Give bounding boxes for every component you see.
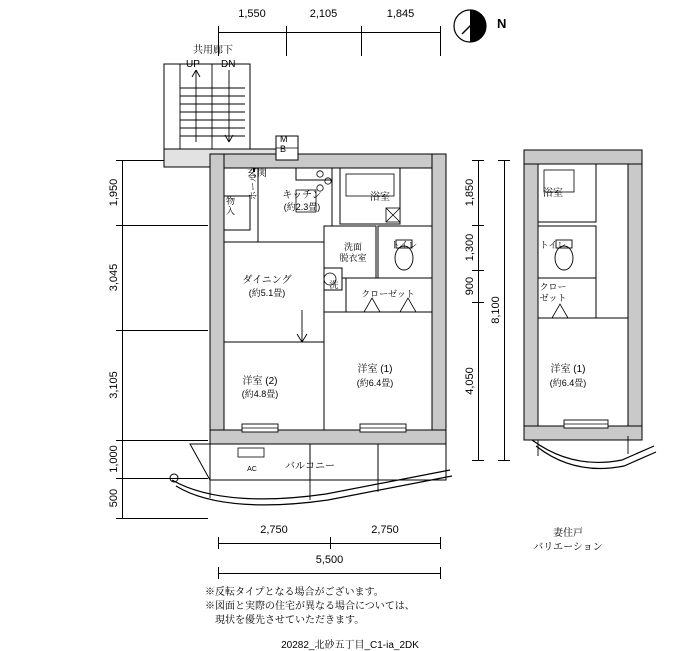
label-storage-2: 入: [226, 206, 236, 216]
label-kitchen: キッチン: [282, 190, 322, 201]
right-dim-3: 900: [464, 276, 476, 296]
right-dim-4: 4,050: [464, 367, 476, 395]
top-tick-3: [361, 26, 362, 38]
top-dim-2: 2,105: [309, 8, 338, 20]
label-closet: クローゼット: [361, 289, 415, 299]
label-storage-1: 物: [226, 196, 236, 206]
label-dining: ダイニング: [242, 275, 292, 286]
label-hall: ホール: [248, 173, 258, 200]
rdi-tick-5: [472, 460, 484, 461]
label-washroom-1: 洗面: [343, 242, 362, 252]
right-dim-line-outer: [504, 160, 505, 460]
bottom-dim-2: 2,750: [371, 524, 399, 536]
label-room1: 洋室 (1): [357, 364, 393, 375]
variation-label-bath: 浴室: [543, 188, 563, 199]
left-dim-3: 3,105: [108, 371, 120, 399]
label-up: UP: [186, 59, 200, 70]
compass-north-label: N: [497, 16, 507, 31]
right-dim-total: 8,100: [490, 296, 502, 324]
left-dim-2: 3,045: [108, 263, 120, 292]
variation-label-toilet: トイレ: [539, 240, 567, 250]
bottom-dim-1: 2,750: [260, 524, 288, 536]
label-mb-b: B: [280, 144, 287, 154]
label-room2: 洋室 (2): [242, 376, 278, 387]
bd2-tick-2: [440, 567, 441, 579]
left-dim-line: [122, 160, 123, 518]
note-line-3: 現状を優先させていただきます。: [205, 615, 365, 626]
label-dn: DN: [221, 59, 236, 70]
bottom-dim-total: 5,500: [315, 554, 344, 566]
label-toilet: トイレ: [390, 240, 418, 250]
right-dim-2: 1,300: [464, 233, 476, 262]
variation-label-closet-1: クロー: [539, 282, 567, 292]
label-entrance: 玄関: [247, 168, 267, 179]
top-dim-3: 1,845: [386, 8, 415, 20]
label-washroom-2: 脱衣室: [339, 253, 367, 263]
top-tick-1: [218, 26, 219, 38]
variation-label-closet-2: ゼット: [539, 293, 567, 303]
label-washer: 洗: [329, 280, 339, 290]
left-dim-1: 1,950: [108, 178, 120, 207]
variation-label-room1-size: (約6.4畳): [549, 378, 587, 388]
drawing-code: 20282_北砂五丁目_C1-ia_2DK: [281, 640, 419, 651]
top-dim-1: 1,550: [238, 8, 266, 20]
rdo-tick-2: [498, 460, 510, 461]
bottom-dim-line-2: [218, 573, 441, 574]
bd2-tick-1: [218, 567, 219, 579]
top-tick-2: [286, 26, 287, 38]
variation-label-room1: 洋室 (1): [550, 364, 586, 375]
label-dining-size: (約5.1畳): [248, 288, 286, 298]
label-room2-size: (約4.8畳): [241, 389, 279, 399]
label-common-corridor: 共用廊下: [193, 45, 233, 56]
label-mb: [280, 134, 288, 154]
top-tick-4: [440, 26, 441, 38]
label-bath: 浴室: [370, 192, 390, 203]
label-kitchen-size: (約2.3畳): [283, 202, 321, 212]
note-line-1: ※反転タイプとなる場合がございます。: [205, 587, 384, 598]
left-dim-5: 500: [108, 488, 120, 508]
right-dim-1: 1,850: [464, 178, 476, 207]
left-dim-4: 1,000: [108, 445, 120, 473]
main-plan-drawing: [150, 50, 470, 550]
label-storage: [226, 196, 235, 216]
label-ac: AC: [247, 466, 257, 473]
label-balcony: バルコニー: [285, 461, 335, 472]
left-tick-6: [116, 518, 128, 519]
label-room1-size: (約6.4畳): [356, 378, 394, 388]
note-line-2: ※図面と実際の住宅が異なる場合については、: [205, 601, 415, 612]
variation-caption-1: 妻住戸: [553, 528, 583, 539]
variation-caption-2: バリエーション: [533, 542, 603, 553]
right-dim-line-inner: [478, 160, 479, 460]
top-dim-line: [218, 32, 441, 33]
label-mb-m: M: [280, 134, 288, 144]
